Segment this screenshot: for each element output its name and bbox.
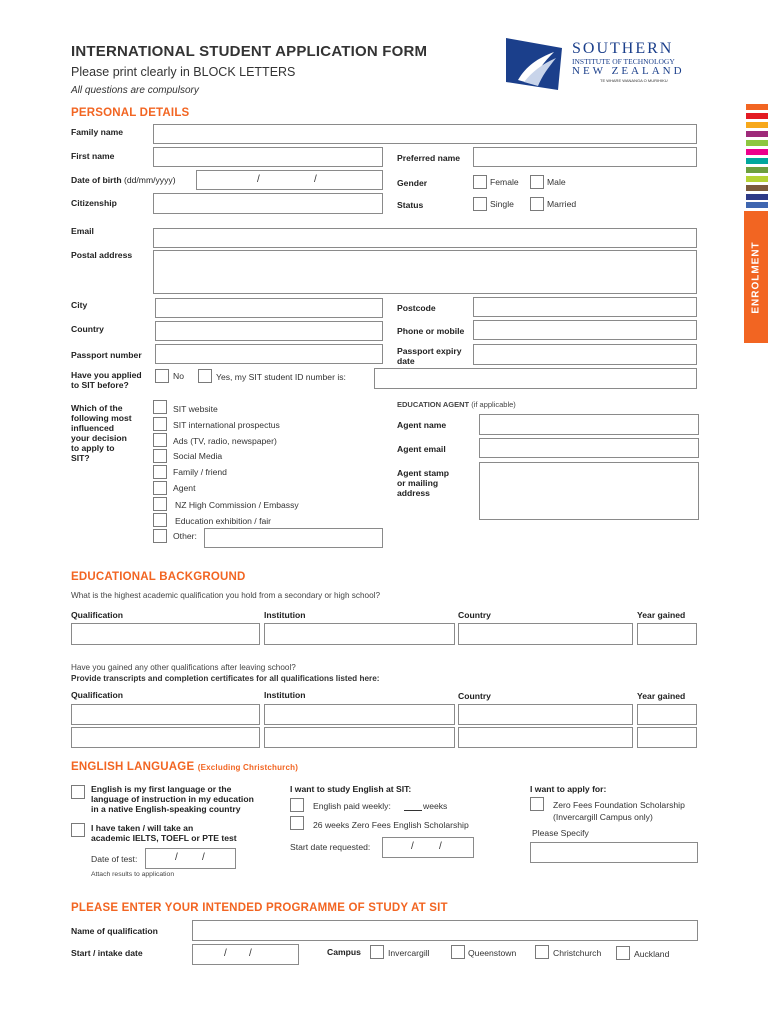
edu2-qualification-field-2[interactable] (71, 727, 260, 748)
edu1-institution-field[interactable] (264, 623, 455, 645)
influence-checkbox-3[interactable] (153, 433, 167, 447)
influence-checkbox-7[interactable] (153, 497, 167, 511)
edu1-col-year: Year gained (637, 610, 686, 620)
logo-maori: TE WHARE WANANGA O MURIHIKU (600, 78, 668, 83)
edu1-qualification-field[interactable] (71, 623, 260, 645)
english-paid-weekly-checkbox[interactable] (290, 798, 304, 812)
influence-option-2: SIT international prospectus (173, 420, 280, 430)
start-slash-1: / (411, 841, 414, 852)
influence-line-5: to apply to (71, 443, 115, 453)
phone-label: Phone or mobile (397, 326, 465, 336)
influence-checkbox-6[interactable] (153, 481, 167, 495)
edu2-country-field-1[interactable] (458, 704, 633, 725)
stripe-12 (746, 202, 768, 208)
zero-fees-foundation-note: (Invercargill Campus only) (553, 812, 653, 822)
gender-label: Gender (397, 178, 428, 188)
family-name-label: Family name (71, 127, 124, 137)
study-english-heading: I want to study English at SIT: (290, 784, 412, 794)
first-language-line-2: language of instruction in my education (91, 794, 254, 804)
agent-name-field[interactable] (479, 414, 699, 435)
enrolment-label: ENROLMENT (750, 240, 762, 314)
form-subtitle: Please print clearly in BLOCK LETTERS (71, 65, 296, 79)
english-first-language-label (91, 784, 254, 814)
programme-heading: PLEASE ENTER YOUR INTENDED PROGRAMME OF STUDY AT SIT (71, 902, 448, 914)
english-heading-text: ENGLISH LANGUAGE (71, 761, 195, 773)
student-id-field[interactable] (374, 368, 697, 389)
apply-for-heading: I want to apply for: (530, 784, 607, 794)
start-date-requested-field[interactable] (382, 837, 474, 858)
stripe-5 (746, 140, 768, 146)
postcode-field[interactable] (473, 297, 697, 317)
married-label: Married (547, 199, 577, 209)
influence-line-3: influenced (71, 423, 114, 433)
weeks-label: weeks (423, 801, 448, 811)
stripe-10 (746, 185, 768, 191)
edu2-year-field-1[interactable] (637, 704, 697, 725)
ielts-line-2: academic IELTS, TOEFL or PTE test (91, 833, 237, 843)
please-specify-label: Please Specify (532, 828, 589, 838)
start-intake-field[interactable] (192, 944, 299, 965)
influence-checkbox-9[interactable] (153, 529, 167, 543)
edu2-col-country: Country (458, 691, 491, 701)
campus-label: Campus (327, 947, 361, 957)
education-question-2: Have you gained any other qualifications after leaving school? (71, 663, 296, 672)
single-checkbox[interactable] (473, 197, 487, 211)
logo-institute: INSTITUTE OF TECHNOLOGY (572, 57, 675, 66)
first-name-field[interactable] (153, 147, 383, 167)
agent-stamp-field[interactable] (479, 462, 699, 520)
agent-email-field[interactable] (479, 438, 699, 458)
edu1-col-country: Country (458, 610, 491, 620)
influence-question (71, 403, 132, 463)
personal-details-heading: PERSONAL DETAILS (71, 107, 190, 119)
edu1-year-field[interactable] (637, 623, 697, 645)
campus-queenstown-label: Queenstown (468, 948, 517, 958)
start-slash-2: / (439, 841, 442, 852)
edu2-qualification-field-1[interactable] (71, 704, 260, 725)
edu2-col-qualification: Qualification (71, 690, 124, 700)
ielts-checkbox[interactable] (71, 823, 85, 837)
intake-slash-2: / (249, 948, 252, 959)
married-checkbox[interactable] (530, 197, 544, 211)
campus-queenstown-checkbox[interactable] (451, 945, 465, 959)
passport-expiry-line-1: Passport expiry (397, 346, 462, 356)
qualification-name-label: Name of qualification (71, 926, 158, 936)
stripe-11 (746, 194, 768, 200)
campus-invercargill-label: Invercargill (388, 948, 430, 958)
influence-option-3: Ads (TV, radio, newspaper) (173, 436, 277, 446)
first-language-line-1: English is my first language or the (91, 784, 232, 794)
ielts-line-1: I have taken / will take an (91, 823, 194, 833)
influence-option-9: Other: (173, 531, 197, 541)
male-checkbox[interactable] (530, 175, 544, 189)
influence-checkbox-4[interactable] (153, 449, 167, 463)
influence-option-5: Family / friend (173, 467, 227, 477)
preferred-name-field[interactable] (473, 147, 697, 167)
postal-address-field[interactable] (153, 250, 697, 294)
influence-option-1: SIT website (173, 404, 218, 414)
education-question-1: What is the highest academic qualification you hold from a secondary or high school? (71, 591, 381, 600)
agent-stamp-line-2: or mailing (397, 478, 439, 488)
edu2-col-institution: Institution (264, 690, 306, 700)
influence-checkbox-5[interactable] (153, 465, 167, 479)
start-intake-label: Start / intake date (71, 948, 143, 958)
stripe-7 (746, 158, 768, 164)
english-paid-weekly-label: English paid weekly: (313, 801, 391, 811)
agent-stamp-line-3: address (397, 488, 430, 498)
stripe-8 (746, 167, 768, 173)
stripe-4 (746, 131, 768, 137)
dob-slash-2: / (314, 174, 317, 185)
agent-stamp-label (397, 468, 449, 498)
preferred-name-label: Preferred name (397, 153, 461, 163)
dob-field[interactable] (196, 170, 383, 190)
english-heading-note: (Excluding Christchurch) (197, 763, 299, 772)
agent-heading-text: EDUCATION AGENT (397, 400, 470, 409)
english-first-language-checkbox[interactable] (71, 785, 85, 799)
country-field[interactable] (155, 321, 383, 341)
passport-number-field[interactable] (155, 344, 383, 364)
test-slash-2: / (202, 852, 205, 863)
stripe-6 (746, 149, 768, 155)
postcode-label: Postcode (397, 303, 436, 313)
influence-checkbox-1[interactable] (153, 400, 167, 414)
stripe-2 (746, 113, 768, 119)
start-date-requested-label: Start date requested: (290, 842, 371, 852)
first-name-label: First name (71, 151, 115, 161)
edu1-col-institution: Institution (264, 610, 306, 620)
applied-yes-checkbox[interactable] (198, 369, 212, 383)
zero-fees-foundation-label: Zero Fees Foundation Scholarship (553, 800, 685, 810)
stripe-9 (746, 176, 768, 182)
date-of-test-label: Date of test: (91, 854, 138, 864)
agent-heading-note: (if applicable) (471, 400, 516, 409)
test-slash-1: / (175, 852, 178, 863)
weeks-blank[interactable] (404, 810, 422, 811)
education-heading: EDUCATIONAL BACKGROUND (71, 571, 246, 583)
phone-field[interactable] (473, 320, 697, 340)
single-label: Single (490, 199, 514, 209)
citizenship-label: Citizenship (71, 198, 117, 208)
ielts-label (91, 823, 237, 843)
education-question-2-bold: Provide transcripts and completion certificates for all qualifications listed here: (71, 674, 380, 683)
edu2-institution-field-1[interactable] (264, 704, 455, 725)
compulsory-note: All questions are compulsory (71, 85, 199, 96)
logo-new-zealand: NEW ZEALAND (572, 65, 685, 77)
influence-line-1: Which of the (71, 403, 123, 413)
first-language-line-3: in a native English-speaking country (91, 804, 241, 814)
dob-label-text: Date of birth (71, 175, 122, 185)
intake-slash-1: / (224, 948, 227, 959)
email-label: Email (71, 226, 94, 236)
influence-option-6: Agent (173, 483, 196, 493)
zero-fees-english-checkbox[interactable] (290, 816, 304, 830)
influence-checkbox-8[interactable] (153, 513, 167, 527)
applied-no-label: No (173, 371, 184, 381)
agent-heading (397, 400, 516, 409)
city-label: City (71, 300, 88, 310)
campus-auckland-label: Auckland (634, 949, 670, 959)
agent-stamp-line-1: Agent stamp (397, 468, 450, 478)
campus-christchurch-label: Christchurch (553, 948, 602, 958)
country-label: Country (71, 324, 104, 334)
edu2-institution-field-2[interactable] (264, 727, 455, 748)
attach-results-note: Attach results to application (91, 871, 175, 878)
female-checkbox[interactable] (473, 175, 487, 189)
applied-no-checkbox[interactable] (155, 369, 169, 383)
date-of-test-field[interactable] (145, 848, 236, 869)
influence-other-field[interactable] (204, 528, 383, 548)
stripe-1 (746, 104, 768, 110)
edu2-country-field-2[interactable] (458, 727, 633, 748)
passport-expiry-line-2: date (397, 356, 415, 366)
sit-logo (504, 36, 704, 92)
campus-invercargill-checkbox[interactable] (370, 945, 384, 959)
agent-name-label: Agent name (397, 420, 447, 430)
dob-label (71, 175, 176, 185)
agent-email-label: Agent email (397, 444, 446, 454)
qualification-name-field[interactable] (192, 920, 698, 941)
influence-option-8: Education exhibition / fair (175, 516, 272, 526)
applied-line-1: Have you applied (71, 370, 142, 380)
sit-logo-emblem-icon (504, 36, 566, 92)
zero-fees-foundation-checkbox[interactable] (530, 797, 544, 811)
dob-slash-1: / (257, 174, 260, 185)
form-title: INTERNATIONAL STUDENT APPLICATION FORM (71, 43, 428, 60)
campus-auckland-checkbox[interactable] (616, 946, 630, 960)
postal-address-label: Postal address (71, 250, 133, 260)
zero-fees-english-label: 26 weeks Zero Fees English Scholarship (313, 820, 469, 830)
campus-christchurch-checkbox[interactable] (535, 945, 549, 959)
english-heading (71, 761, 298, 773)
city-field[interactable] (155, 298, 383, 318)
female-label: Female (490, 177, 519, 187)
influence-checkbox-2[interactable] (153, 417, 167, 431)
applied-yes-label: Yes, my SIT student ID number is: (216, 372, 346, 382)
edu1-col-qualification: Qualification (71, 610, 124, 620)
edu2-year-field-2[interactable] (637, 727, 697, 748)
passport-expiry-label (397, 346, 461, 366)
status-label: Status (397, 200, 424, 210)
edu2-col-year: Year gained (637, 691, 686, 701)
influence-line-4: your decision (71, 433, 127, 443)
dob-format: (dd/mm/yyyy) (124, 175, 176, 185)
influence-option-7: NZ High Commission / Embassy (175, 500, 299, 510)
family-name-field[interactable] (153, 124, 697, 144)
applied-line-2: to SIT before? (71, 380, 129, 390)
citizenship-field[interactable] (153, 193, 383, 214)
please-specify-field[interactable] (530, 842, 698, 863)
edu1-country-field[interactable] (458, 623, 633, 645)
influence-line-2: following most (71, 413, 132, 423)
stripe-3 (746, 122, 768, 128)
male-label: Male (547, 177, 566, 187)
logo-southern: SOUTHERN (572, 40, 674, 57)
influence-line-6: SIT? (71, 453, 90, 463)
applied-before-label (71, 370, 142, 390)
passport-expiry-field[interactable] (473, 344, 697, 365)
passport-number-label: Passport number (71, 350, 142, 360)
influence-option-4: Social Media (173, 451, 223, 461)
email-field[interactable] (153, 228, 697, 248)
